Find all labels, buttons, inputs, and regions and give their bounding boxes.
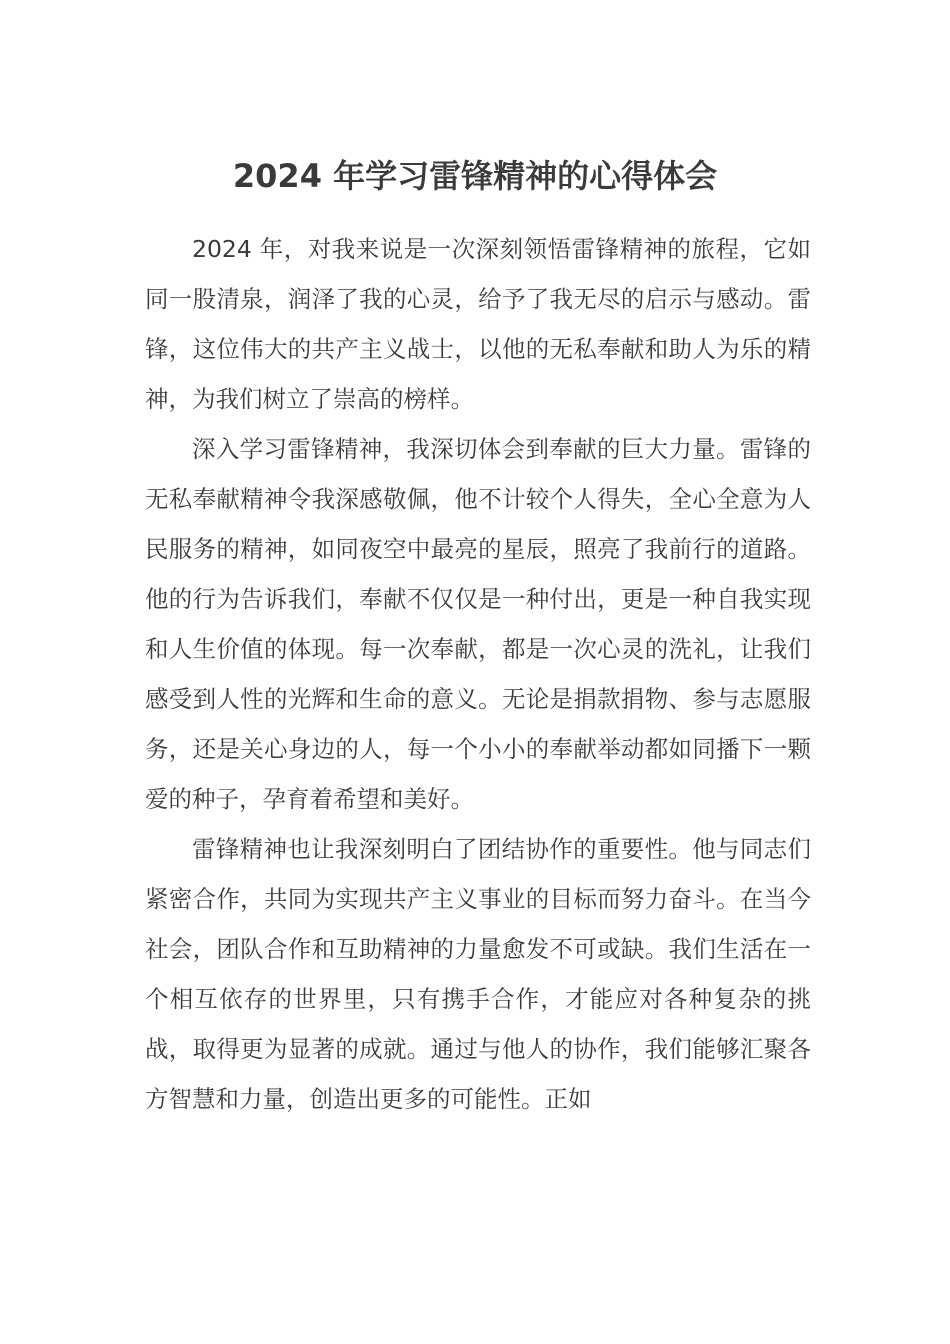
paragraph: 2024 年，对我来说是一次深刻领悟雷锋精神的旅程，它如同一股清泉，润泽了我的心灵，给予了我无尽的启示与感动。雷锋，这位伟大的共产主义战士，以他的无私奉献和助人为乐的精神，为我们树立了崇高的榜样。: [145, 235, 811, 413]
document-title: 2024 年学习雷锋精神的心得体会: [232, 157, 718, 195]
document-body: [145, 224, 811, 1124]
paragraph: 深入学习雷锋精神，我深切体会到奉献的巨大力量。雷锋的无私奉献精神令我深感敬佩，他不计较个人得失，全心全意为人民服务的精神，如同夜空中最亮的星辰，照亮了我前行的道路。他的行为告诉我们，奉献不仅仅是一种付出，更是一种自我实现和人生价值的体现。每一次奉献，都是一次心灵的洗礼，让我们感受到人性的光辉和生命的意义。无论是捐款捐物、参与志愿服务，还是关心身边的人，每一个小小的奉献举动都如同播下一颗爱的种子，孕育着希望和美好。: [145, 435, 811, 813]
paragraph: 雷锋精神也让我深刻明白了团结协作的重要性。他与同志们紧密合作，共同为实现共产主义事业的目标而努力奋斗。在当今社会，团队合作和互助精神的力量愈发不可或缺。我们生活在一个相互依存的世界里，只有携手合作，才能应对各种复杂的挑战，取得更为显著的成就。通过与他人的协作，我们能够汇聚各方智慧和力量，创造出更多的可能性。正如: [145, 835, 811, 1113]
